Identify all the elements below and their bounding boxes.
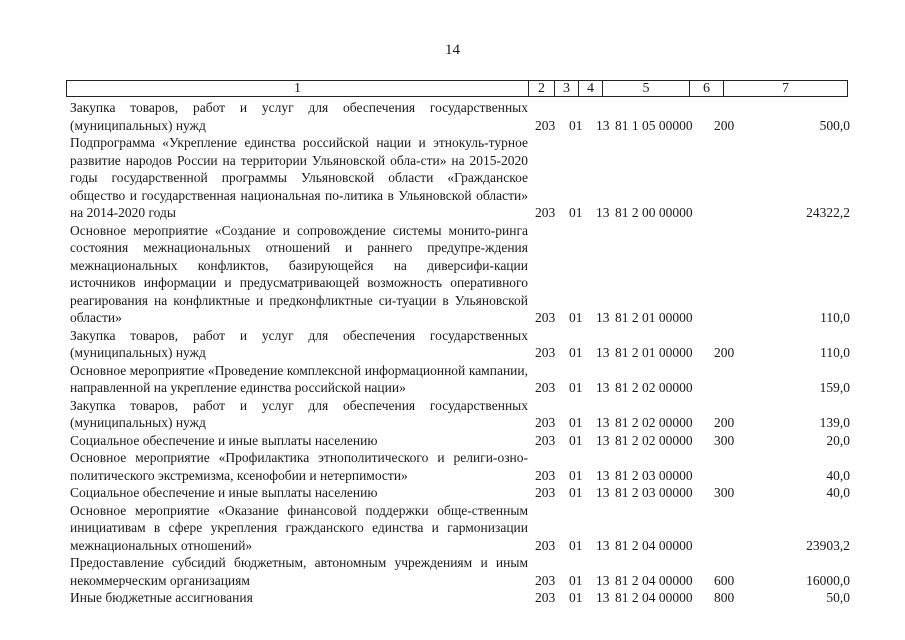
cell-c2: 203	[535, 485, 556, 500]
cell-c4: 13	[596, 467, 610, 483]
row-codes	[535, 344, 850, 362]
cell-c2: 203	[535, 380, 556, 395]
cell-c6: 300	[714, 485, 735, 500]
header-col-6: 6	[690, 81, 724, 96]
cell-c7: 159,0	[819, 380, 850, 395]
row-description: Закупка товаров, работ и услуг для обеспечения государственных (муниципальных) нужд	[70, 327, 528, 360]
header-col-5: 5	[603, 81, 690, 96]
table-row	[70, 554, 850, 589]
cell-c3: 01	[569, 537, 583, 553]
row-description: Социальное обеспечение и иные выплаты населению	[70, 485, 378, 500]
cell-c3: 01	[569, 345, 583, 360]
cell-c4: 13	[596, 432, 610, 448]
header-col-2: 2	[529, 81, 555, 96]
cell-c4: 13	[596, 205, 610, 220]
cell-c4: 13	[596, 310, 610, 325]
cell-c7: 20,0	[826, 432, 850, 448]
row-description: Предоставление субсидий бюджетным, автономным учреждениям и иным некоммерческим организациям	[70, 555, 528, 588]
table-row	[70, 449, 850, 484]
cell-c2: 203	[535, 345, 556, 360]
table-row	[70, 327, 850, 362]
cell-c2: 203	[535, 467, 556, 483]
cell-c2: 203	[535, 432, 556, 448]
cell-c7: 50,0	[826, 590, 850, 605]
row-codes	[535, 467, 850, 485]
cell-c2: 203	[535, 415, 556, 430]
cell-c5: 81 1 05 00000	[615, 117, 693, 133]
header-col-1: 1	[67, 81, 529, 96]
table-row	[70, 362, 850, 397]
cell-c5: 81 2 01 00000	[615, 345, 693, 360]
row-description: Закупка товаров, работ и услуг для обеспечения государственных (муниципальных) нужд	[70, 100, 528, 133]
row-codes	[535, 484, 850, 502]
row-codes	[535, 379, 850, 397]
cell-c5: 81 2 02 00000	[615, 415, 693, 430]
cell-c4: 13	[596, 345, 610, 360]
cell-c5: 81 2 02 00000	[615, 432, 693, 448]
cell-c2: 203	[535, 310, 556, 325]
row-codes	[535, 117, 850, 135]
cell-c5: 81 2 03 00000	[615, 467, 693, 483]
table-body	[70, 99, 850, 607]
cell-c4: 13	[596, 537, 610, 553]
cell-c5: 81 2 04 00000	[615, 537, 693, 553]
row-description: Социальное обеспечение и иные выплаты населению	[70, 432, 378, 448]
header-col-7: 7	[782, 81, 789, 96]
cell-c7: 110,0	[820, 345, 850, 360]
row-description: Основное мероприятие «Профилактика этнополитического и религи-озно-политического экстремизма, ксенофобии и нетерпимости»	[70, 450, 528, 483]
table-row	[70, 589, 850, 607]
cell-c2: 203	[535, 117, 556, 133]
cell-c4: 13	[596, 590, 610, 605]
cell-c2: 203	[535, 537, 556, 553]
cell-c7: 24322,2	[806, 205, 850, 220]
cell-c6: 200	[714, 117, 735, 133]
cell-c7: 16000,0	[806, 572, 850, 588]
row-description: Закупка товаров, работ и услуг для обеспечения государственных (муниципальных) нужд	[70, 397, 528, 430]
cell-c4: 13	[596, 572, 610, 588]
row-description: Основное мероприятие «Проведение комплексной информационной кампании, направленной на укрепление единства российской нации»	[70, 362, 528, 395]
cell-c6: 200	[714, 345, 735, 360]
cell-c7: 139,0	[819, 415, 850, 430]
table-row	[70, 502, 850, 555]
cell-c7: 40,0	[826, 485, 850, 500]
row-codes	[535, 589, 850, 607]
cell-c4: 13	[596, 485, 610, 500]
cell-c7: 500,0	[819, 117, 850, 133]
cell-c3: 01	[569, 485, 583, 500]
cell-c5: 81 2 01 00000	[615, 310, 693, 325]
table-row	[70, 99, 850, 134]
row-description: Иные бюджетные ассигнования	[70, 590, 253, 605]
table-row	[70, 134, 850, 222]
page-number: 14	[445, 42, 460, 58]
cell-c3: 01	[569, 590, 583, 605]
cell-c5: 81 2 03 00000	[615, 485, 693, 500]
cell-c5: 81 2 00 00000	[615, 205, 693, 220]
row-codes	[535, 572, 850, 590]
cell-c2: 203	[535, 205, 556, 220]
table-row	[70, 432, 850, 450]
row-codes	[535, 537, 850, 555]
table-header	[66, 80, 848, 97]
table-row	[70, 484, 850, 502]
cell-c3: 01	[569, 380, 583, 395]
row-codes	[535, 204, 850, 222]
cell-c5: 81 2 04 00000	[615, 590, 693, 605]
row-description: Основное мероприятие «Оказание финансовой поддержки обще-ственным инициативам в сфере укрепления гражданского единства и гармонизации межнациональных отношений»	[70, 502, 528, 553]
cell-c3: 01	[569, 572, 583, 588]
row-codes	[535, 414, 850, 432]
row-description: Основное мероприятие «Создание и сопровождение системы монито-ринга состояния межнациональных отношений и раннего предупре-ждения межнациональных конфликтов, базирующейся на диверсифи-кации источников информации и предусматривающей возможность оперативного реагирования на конфликтные и предконфликтные си-туации в Ульяновской области»	[70, 222, 528, 325]
header-col-3: 3	[555, 81, 579, 96]
cell-c3: 01	[569, 432, 583, 448]
cell-c6: 600	[714, 572, 735, 588]
cell-c5: 81 2 04 00000	[615, 572, 693, 588]
cell-c4: 13	[596, 415, 610, 430]
row-description: Подпрограмма «Укрепление единства российской нации и этнокуль-турное развитие народов России на территории Ульяновской обла-сти» на 2015-2020 годы государственной программы Ульяновской области «Гражданское общество и государственная национальная по-литика в Ульяновской области» на 2014-2020 годы	[70, 135, 528, 220]
row-codes	[535, 309, 850, 327]
cell-c4: 13	[596, 380, 610, 395]
cell-c5: 81 2 02 00000	[615, 380, 693, 395]
cell-c3: 01	[569, 310, 583, 325]
cell-c7: 23903,2	[806, 537, 850, 553]
table-row	[70, 222, 850, 327]
row-codes	[535, 432, 850, 450]
cell-c3: 01	[569, 415, 583, 430]
cell-c6: 300	[714, 432, 735, 448]
cell-c7: 40,0	[826, 467, 850, 483]
cell-c2: 203	[535, 590, 556, 605]
header-col-4: 4	[579, 81, 603, 96]
cell-c6: 800	[714, 590, 735, 605]
cell-c6: 200	[714, 415, 735, 430]
cell-c3: 01	[569, 467, 583, 483]
cell-c3: 01	[569, 205, 583, 220]
cell-c7: 110,0	[820, 310, 850, 325]
table-row	[70, 397, 850, 432]
cell-c4: 13	[596, 117, 610, 133]
cell-c2: 203	[535, 572, 556, 588]
cell-c3: 01	[569, 117, 583, 133]
